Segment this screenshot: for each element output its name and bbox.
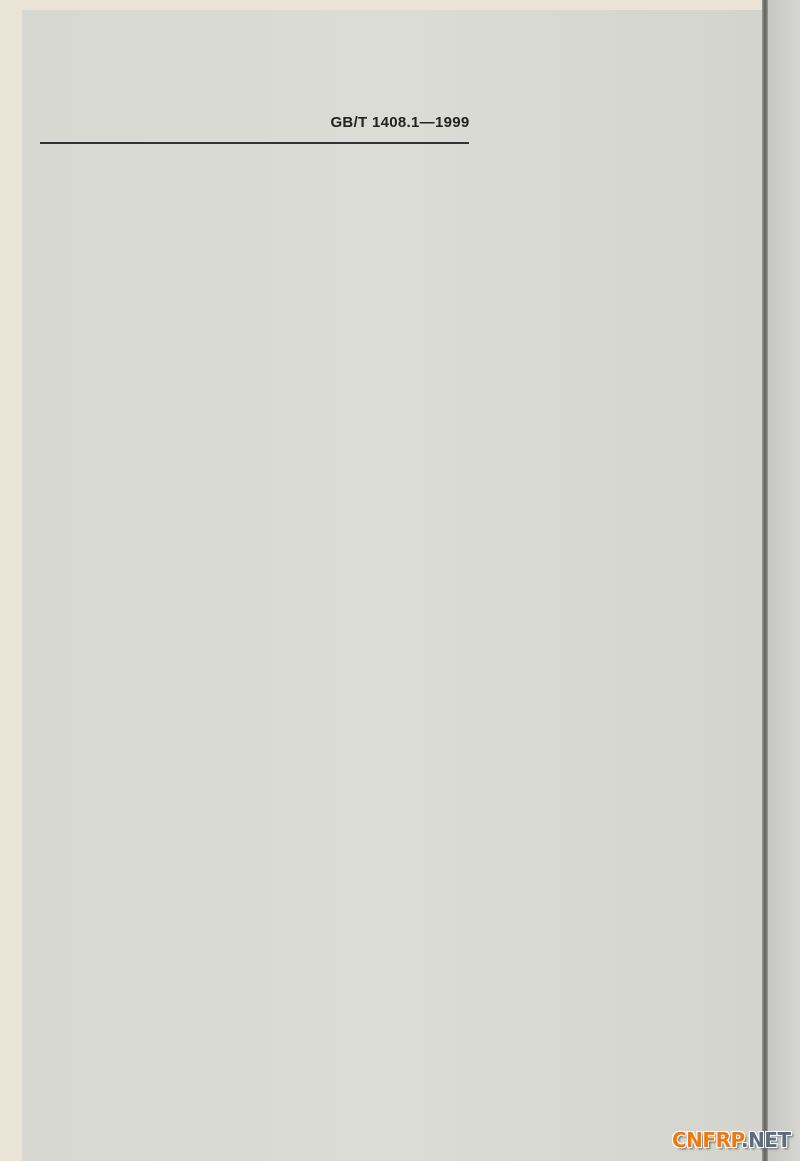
watermark-part-1: CNFRP	[672, 1128, 741, 1152]
header-rule	[40, 142, 469, 144]
watermark-part-2: .NET	[740, 1128, 791, 1152]
page-header-standard-number: GB/T 1408.1—1999	[330, 114, 470, 131]
watermark-logo	[672, 1128, 791, 1152]
adjacent-page-edge	[768, 0, 800, 1161]
document-page	[22, 10, 767, 1161]
